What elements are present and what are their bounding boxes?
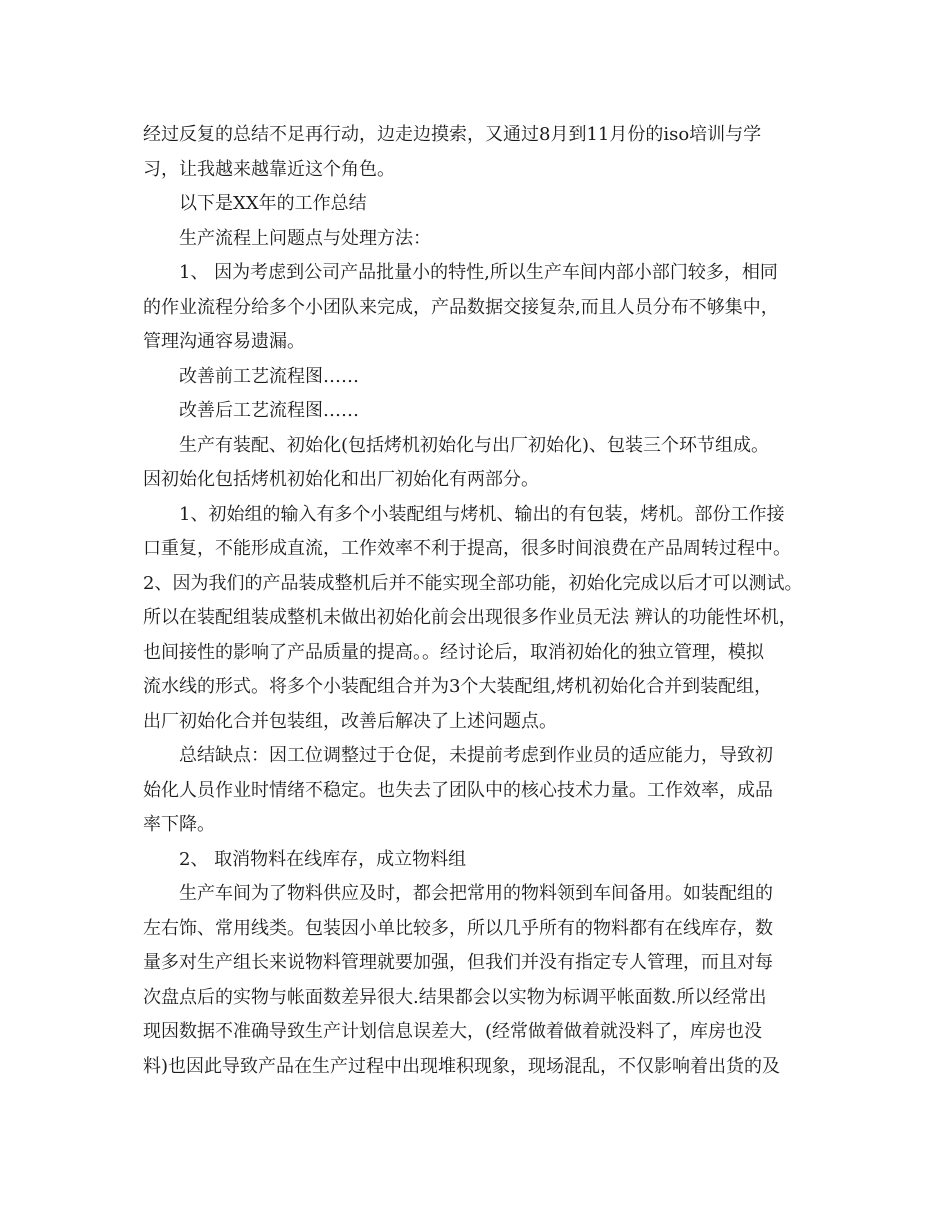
text-line: 1、 因为考虑到公司产品批量小的特性,所以生产车间内部小部门较多，相同 xyxy=(179,262,778,283)
text-line: 量多对生产组长来说物料管理就要加强，但我们并没有指定专人管理，而且对每 xyxy=(143,952,773,973)
text-line: 生产有装配、初始化(包括烤机初始化与出厂初始化)、包装三个环节组成。 xyxy=(179,434,770,456)
text-line: 总结缺点：因工位调整过于仓促，未提前考虑到作业员的适应能力，导致初 xyxy=(179,745,773,766)
text-line: 经过反复的总结不足再行动，边走边摸索，又通过8月到11月份的iso培训与学 xyxy=(143,124,762,145)
text-line: 率下降。 xyxy=(143,814,215,835)
text-line: 生产车间为了物料供应及时，都会把常用的物料领到车间备用。如装配组的 xyxy=(179,883,773,904)
text-line: 2、 取消物料在线库存，成立物料组 xyxy=(179,848,467,870)
text-line: 管理沟通容易遗漏。 xyxy=(143,331,305,352)
text-line: 生产流程上问题点与处理方法： xyxy=(179,227,431,249)
text-line: 口重复，不能形成直流，工作效率不利于提高，很多时间浪费在产品周转过程中。 xyxy=(143,538,791,559)
text-line: 1、初始组的输入有多个小装配组与烤机、输出的有包装，烤机。部份工作接 xyxy=(179,503,785,525)
text-line: 以下是XX年的工作总结 xyxy=(179,193,367,214)
text-line: 出厂初始化合并包装组，改善后解决了上述问题点。 xyxy=(143,710,557,732)
text-line: 改善后工艺流程图…… xyxy=(179,400,359,421)
text-line: 习，让我越来越靠近这个角色。 xyxy=(143,158,395,180)
text-line: 所以在装配组装成整机未做出初始化前会出现很多作业员无法 辨认的功能性坏机， xyxy=(143,607,797,628)
text-line: 2、因为我们的产品装成整机后并不能实现全部功能，初始化完成以后才可以测试。 xyxy=(143,572,803,594)
text-line: 改善前工艺流程图…… xyxy=(179,365,359,387)
text-line: 左右饰、常用线类。包装因小单比较多，所以几乎所有的物料都有在线库存，数 xyxy=(143,917,773,939)
text-line: 次盘点后的实物与帐面数差异很大.结果都会以实物为标调平帐面数.所以经常出 xyxy=(143,986,767,1008)
text-line: 因初始化包括烤机初始化和出厂初始化有两部分。 xyxy=(143,469,539,490)
text-line: 的作业流程分给多个小团队来完成，产品数据交接复杂,而且人员分布不够集中， xyxy=(143,296,779,318)
text-line: 也间接性的影响了产品质量的提高。。经讨论后，取消初始化的独立管理，模拟 xyxy=(143,641,764,663)
text-line: 料)也因此导致产品在生产过程中出现堆积现象，现场混乱，不仅影响着出货的及 xyxy=(143,1055,781,1077)
text-line: 流水线的形式。将多个小装配组合并为3个大装配组,烤机初始化合并到装配组， xyxy=(143,676,773,697)
text-line: 始化人员作业时情绪不稳定。也失去了团队中的核心技术力量。工作效率，成品 xyxy=(143,779,773,801)
document-body xyxy=(143,118,823,1084)
text-line: 现因数据不准确导致生产计划信息误差大，(经常做着做着就没料了，库房也没 xyxy=(143,1021,763,1042)
